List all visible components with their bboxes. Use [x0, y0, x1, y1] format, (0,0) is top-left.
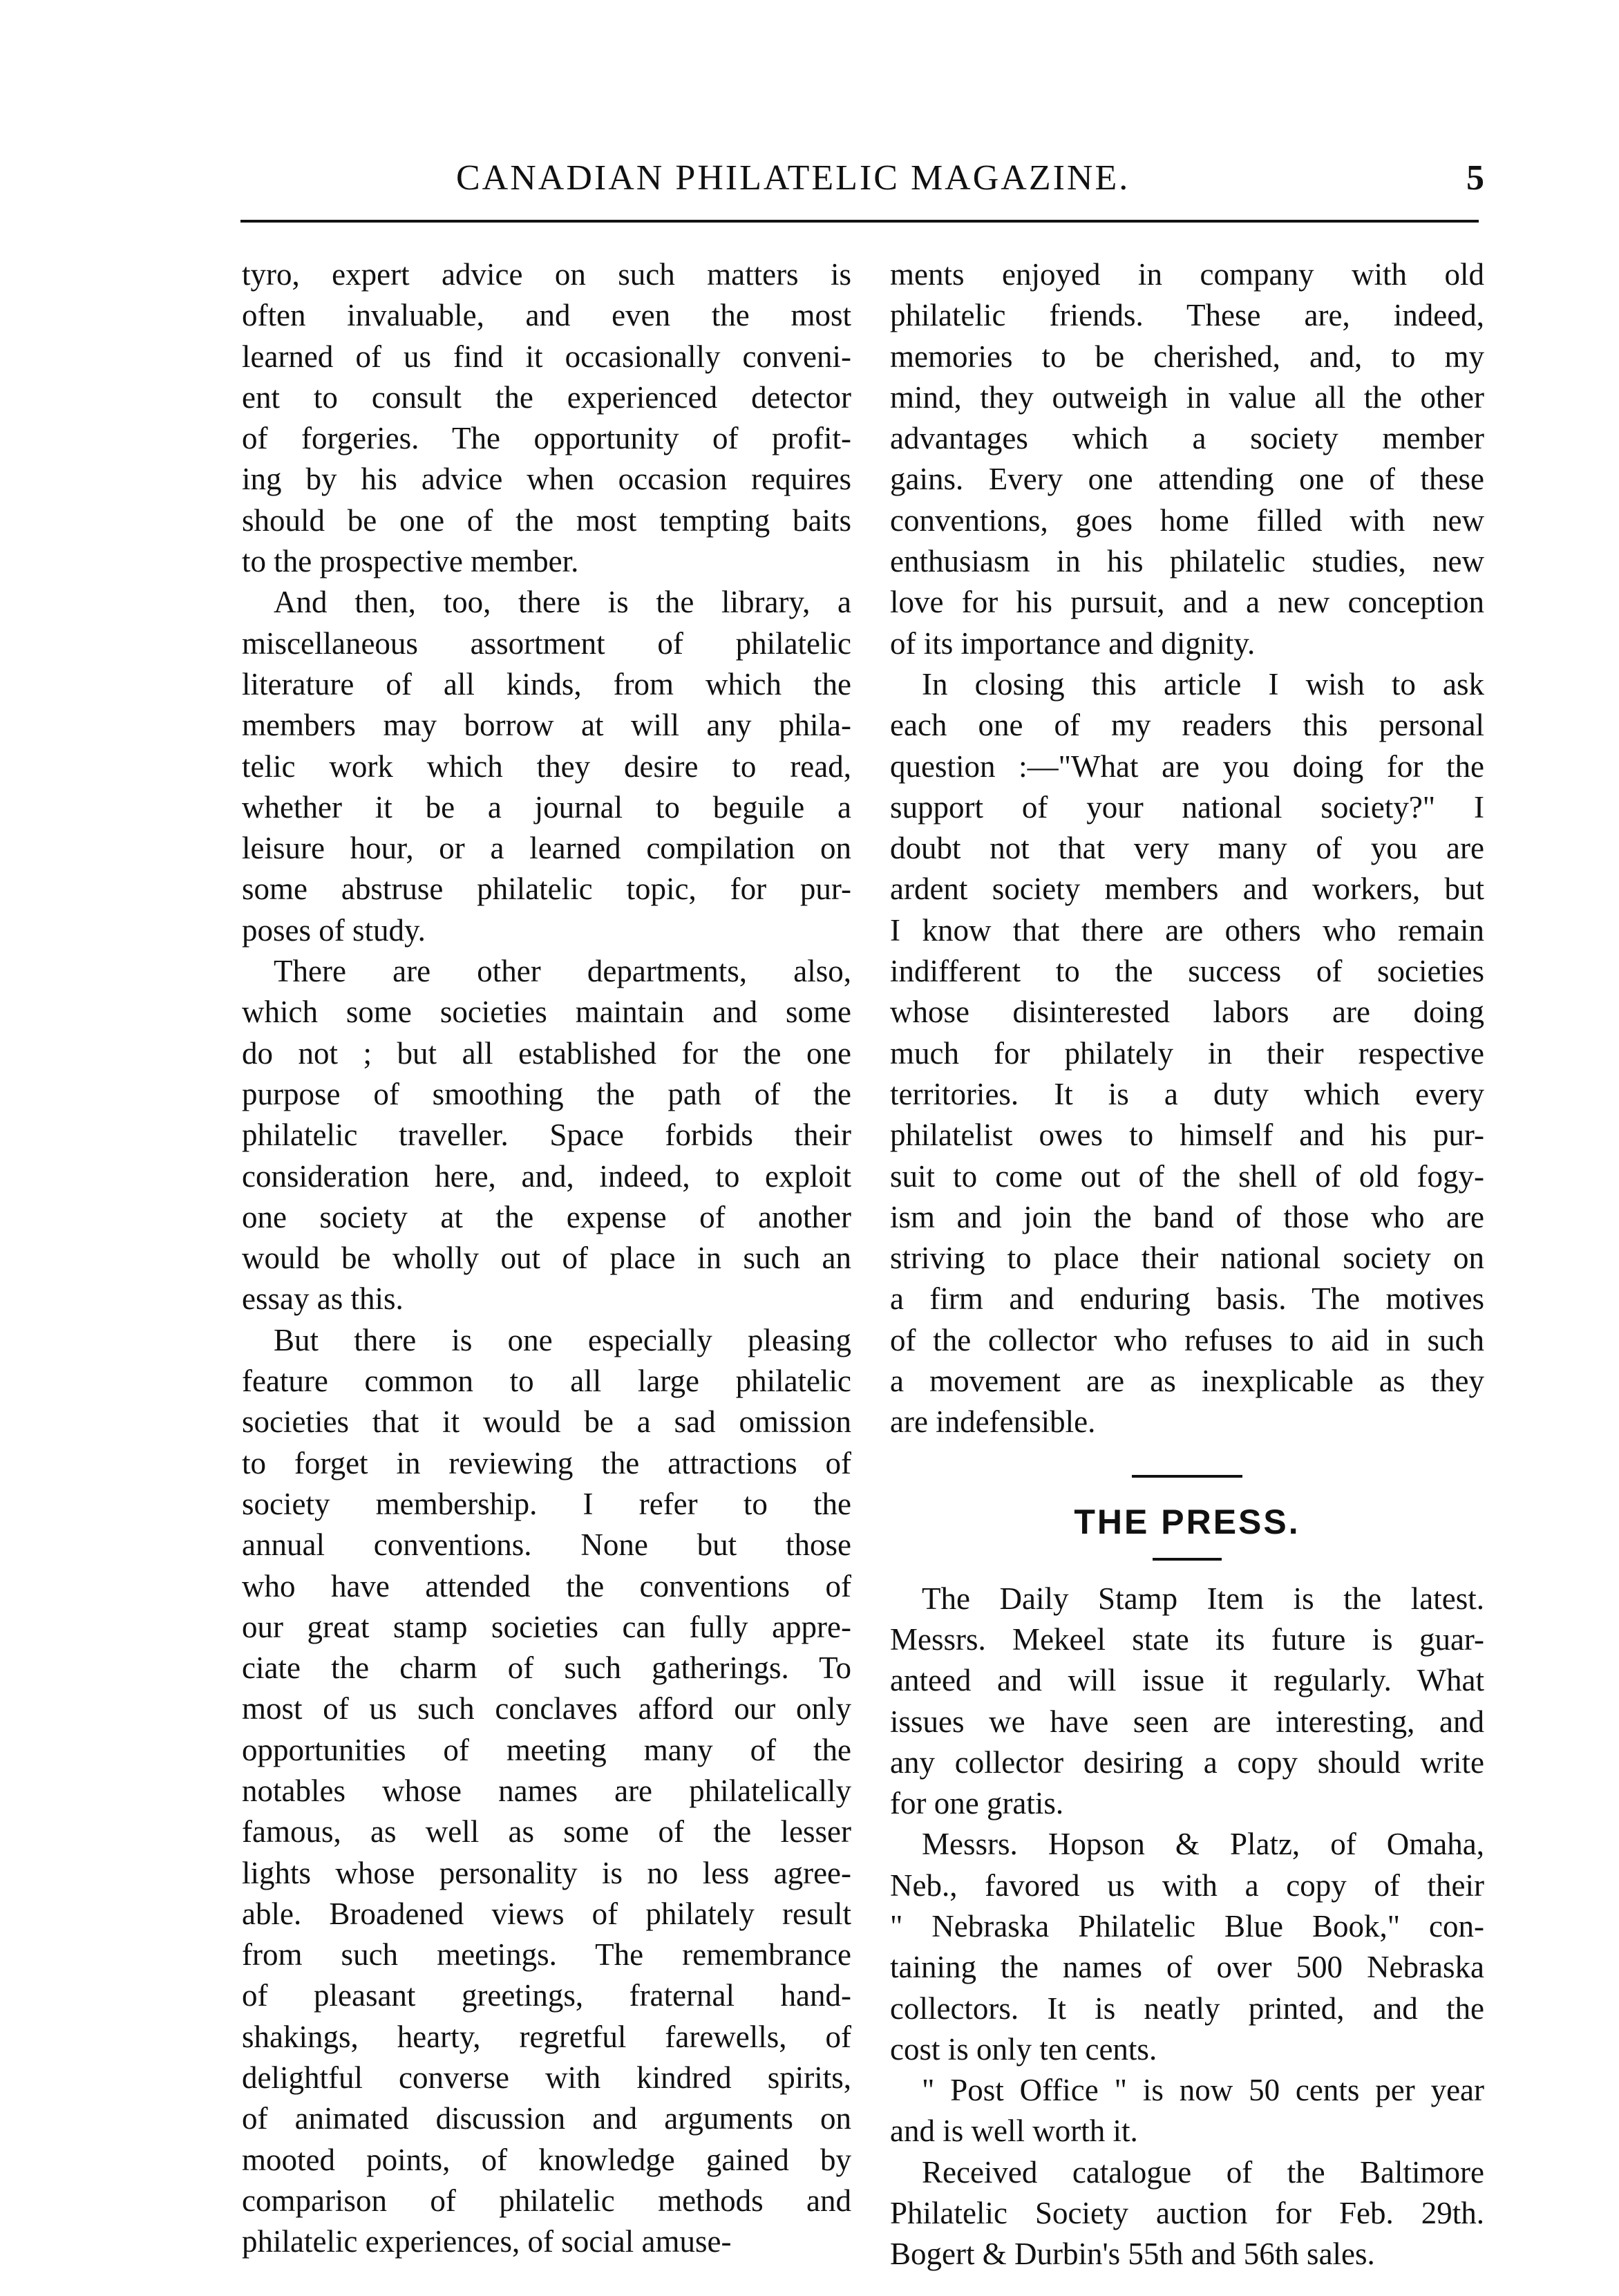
text-line: are indefensible.: [890, 1404, 1096, 1440]
text-line: enthusiasm in his philatelic studies, new: [890, 544, 1484, 579]
text-line: philatelic friends. These are, indeed,: [890, 298, 1484, 333]
text-line: annual conventions. None but those: [242, 1527, 851, 1563]
text-line: a movement are as inexplicable as they: [890, 1364, 1484, 1399]
text-line: striving to place their national society on: [890, 1241, 1484, 1276]
text-line: conventions, goes home filled with new: [890, 502, 1484, 538]
text-line: purpose of smoothing the path of the: [242, 1076, 851, 1111]
text-line: whether it be a journal to beguile a: [242, 789, 851, 825]
text-line: mooted points, of knowledge gained by: [242, 2142, 851, 2177]
text-line: to the prospective member.: [242, 544, 579, 579]
article-conclusion: [890, 254, 1484, 1443]
header-rule: [240, 220, 1479, 223]
text-line: anteed and will issue it regularly. What: [890, 1663, 1484, 1698]
paragraph: [242, 951, 851, 1320]
text-line: philatelist owes to himself and his pur-: [890, 1118, 1484, 1153]
text-line: who have attended the conventions of: [242, 1568, 851, 1603]
text-line: one society at the expense of another: [242, 1199, 851, 1234]
text-line: often invaluable, and even the most: [242, 298, 851, 333]
text-line: Messrs. Hopson & Platz, of Omaha,: [922, 1827, 1484, 1862]
text-line: miscellaneous assortment of philatelic: [242, 625, 851, 661]
text-line: feature common to all large philatelic: [242, 1364, 851, 1399]
text-line: philatelic traveller. Space forbids their: [242, 1118, 851, 1153]
text-line: Philatelic Society auction for Feb. 29th.: [890, 2196, 1484, 2231]
text-line: of animated discussion and arguments on: [242, 2101, 851, 2136]
press-section: [890, 1579, 1484, 2275]
magazine-title: CANADIAN PHILATELIC MAGAZINE.: [456, 158, 1130, 198]
text-line: gains. Every one attending one of these: [890, 462, 1484, 497]
text-line: of its importance and dignity.: [890, 625, 1256, 661]
text-line: ments enjoyed in company with old: [890, 257, 1484, 292]
text-line: famous, as well as some of the lesser: [242, 1814, 851, 1850]
text-line: essay as this.: [242, 1281, 404, 1317]
text-line: advantages which a society member: [890, 421, 1484, 456]
text-line: tyro, expert advice on such matters is: [242, 257, 851, 292]
text-line: suit to come out of the shell of old fogy-: [890, 1158, 1484, 1194]
paragraph: [890, 664, 1484, 1443]
paragraph: [242, 582, 851, 951]
text-line: ing by his advice when occasion requires: [242, 462, 851, 497]
text-line: Neb., favored us with a copy of their: [890, 1867, 1484, 1903]
text-line: some abstruse philatelic topic, for pur-: [242, 872, 851, 907]
text-line: ent to consult the experienced detector: [242, 379, 851, 415]
text-line: society membership. I refer to the: [242, 1486, 851, 1521]
text-line: love for his pursuit, and a new conception: [890, 585, 1484, 620]
text-line: comparison of philatelic methods and: [242, 2183, 851, 2218]
text-line: a firm and enduring basis. The motives: [890, 1281, 1484, 1317]
text-line: literature of all kinds, from which the: [242, 666, 851, 702]
text-line: Bogert & Durbin's 55th and 56th sales.: [890, 2237, 1375, 2272]
right-column: [890, 254, 1484, 2275]
text-line: societies that it would be a sad omission: [242, 1404, 851, 1440]
text-line: to forget in reviewing the attractions of: [242, 1445, 851, 1480]
text-line: members may borrow at will any phila-: [242, 708, 851, 743]
text-line: shakings, hearty, regretful farewells, of: [242, 2019, 851, 2054]
text-line: learned of us find it occasionally conveni-: [242, 339, 851, 374]
text-line: " Post Office " is now 50 cents per year: [922, 2073, 1484, 2108]
text-line: issues we have seen are interesting, and: [890, 1704, 1484, 1739]
text-line: In closing this article I wish to ask: [922, 666, 1484, 702]
text-line: There are other departments, also,: [274, 954, 851, 989]
text-line: ardent society members and workers, but: [890, 872, 1484, 907]
paragraph: [890, 1579, 1484, 1825]
text-line: ism and join the band of those who are: [890, 1199, 1484, 1234]
text-line: territories. It is a duty which every: [890, 1076, 1484, 1111]
text-line: for one gratis.: [890, 1786, 1064, 1821]
text-line: notables whose names are philatelically: [242, 1773, 851, 1808]
heading-underline: [1153, 1558, 1222, 1561]
text-line: which some societies maintain and some: [242, 995, 851, 1030]
paragraph: [890, 2152, 1484, 2275]
text-line: cost is only ten cents.: [890, 2031, 1157, 2067]
text-line: and is well worth it.: [890, 2114, 1138, 2149]
section-divider: [1132, 1475, 1242, 1478]
left-column: [242, 254, 851, 2263]
text-line: memories to be cherished, and, to my: [890, 339, 1484, 374]
text-line: much for philately in their respective: [890, 1035, 1484, 1071]
text-line: delightful converse with kindred spirits,: [242, 2060, 851, 2096]
text-line: Messrs. Mekeel state its future is guar-: [890, 1621, 1484, 1657]
text-line: And then, too, there is the library, a: [274, 585, 851, 620]
text-line: any collector desiring a copy should write: [890, 1744, 1484, 1780]
text-line: But there is one especially pleasing: [274, 1322, 851, 1357]
text-line: do not ; but all established for the one: [242, 1035, 851, 1071]
text-line: most of us such conclaves afford our only: [242, 1691, 851, 1726]
paragraph: [890, 1824, 1484, 2070]
text-line: support of your national society?" I: [890, 789, 1484, 825]
text-line: collectors. It is neatly printed, and the: [890, 1991, 1484, 2026]
text-line: poses of study.: [242, 912, 426, 948]
text-line: from such meetings. The remembrance: [242, 1937, 851, 1973]
text-line: would be wholly out of place in such an: [242, 1241, 851, 1276]
text-line: leisure hour, or a learned compilation on: [242, 831, 851, 866]
text-line: I know that there are others who remain: [890, 912, 1484, 948]
text-line: " Nebraska Philatelic Blue Book," con-: [890, 1908, 1484, 1944]
text-line: taining the names of over 500 Nebraska: [890, 1950, 1484, 1985]
text-line: The Daily Stamp Item is the latest.: [922, 1581, 1484, 1616]
text-line: consideration here, and, indeed, to exploit: [242, 1158, 851, 1194]
text-line: able. Broadened views of philately result: [242, 1896, 851, 1931]
text-line: indifferent to the success of societies: [890, 954, 1484, 989]
text-line: ciate the charm of such gatherings. To: [242, 1650, 851, 1686]
paragraph: [890, 2070, 1484, 2152]
text-line: whose disinterested labors are doing: [890, 995, 1484, 1030]
text-line: Received catalogue of the Baltimore: [922, 2154, 1484, 2190]
paragraph: [242, 254, 851, 582]
text-line: opportunities of meeting many of the: [242, 1732, 851, 1767]
text-line: mind, they outweigh in value all the other: [890, 379, 1484, 415]
text-line: of forgeries. The opportunity of profit-: [242, 421, 851, 456]
paragraph: [890, 254, 1484, 664]
section-heading-the-press: THE PRESS.: [1074, 1502, 1300, 1541]
paragraph: [242, 1320, 851, 2263]
text-line: our great stamp societies can fully appre-: [242, 1609, 851, 1644]
text-line: should be one of the most tempting baits: [242, 502, 851, 538]
text-line: of the collector who refuses to aid in such: [890, 1322, 1484, 1357]
text-line: each one of my readers this personal: [890, 708, 1484, 743]
text-line: doubt not that very many of you are: [890, 831, 1484, 866]
text-line: philatelic experiences, of social amuse-: [242, 2224, 732, 2259]
text-line: of pleasant greetings, fraternal hand-: [242, 1978, 851, 2013]
page-number: 5: [1466, 158, 1484, 198]
running-header: [228, 158, 1493, 213]
text-line: question :—"What are you doing for the: [890, 749, 1484, 784]
text-line: telic work which they desire to read,: [242, 749, 851, 784]
text-line: lights whose personality is no less agree-: [242, 1855, 851, 1890]
